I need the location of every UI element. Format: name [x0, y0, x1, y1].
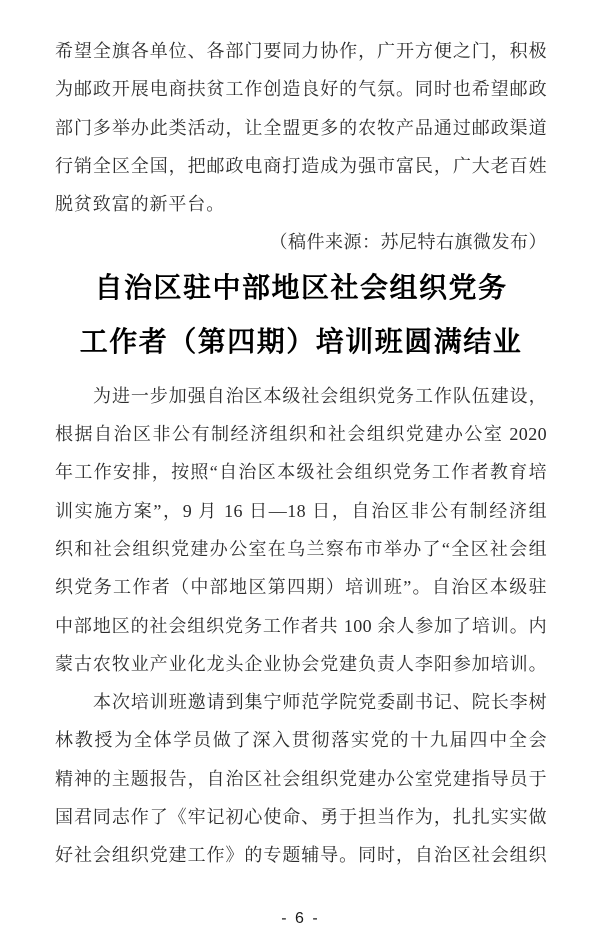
text-line: 好社会组织党建工作》的专题辅导。同时，自治区社会组织 [55, 845, 547, 866]
article-title-line-1: 自治区驻中部地区社会组织党务 [94, 272, 508, 304]
text-line: 织党务工作者（中部地区第四期）培训班”。自治区本级驻 [55, 577, 547, 598]
article-title [55, 262, 547, 370]
paragraph-postal-support [55, 32, 547, 223]
text-line: 中部地区的社会组织党务工作者共 100 余人参加了培训。内 [55, 615, 547, 636]
source-attribution: （稿件来源：苏尼特右旗微发布） [269, 232, 547, 253]
text-line: 部门多举办此类活动，让全盟更多的农牧产品通过邮政渠道 [55, 117, 547, 138]
text-line: 行销全区全国，把邮政电商打造成为强市富民，广大老百姓 [55, 155, 547, 176]
text-line: 国君同志作了《牢记初心使命、勇于担当作为，扎扎实实做 [55, 807, 547, 828]
article-title-line-2: 工作者（第四期）培训班圆满结业 [79, 326, 523, 358]
text-line: 织和社会组织党建办公室在乌兰察布市举办了“全区社会组 [55, 538, 547, 559]
text-line: 希望全旗各单位、各部门要同力协作，广开方便之门，积极 [55, 41, 547, 61]
text-line: 为进一步加强自治区本级社会组织党务工作队伍建设， [93, 385, 547, 406]
text-line: 本次培训班邀请到集宁师范学院党委副书记、院长李树 [93, 692, 547, 713]
text-line: 脱贫致富的新平台。 [55, 194, 226, 215]
paragraph-training-sessions [55, 683, 547, 874]
text-line: 为邮政开展电商扶贫工作创造良好的气氛。同时也希望邮政 [55, 79, 547, 100]
text-line: 训实施方案”，9 月 16 日—18 日，自治区非公有制经济组 [55, 500, 547, 521]
text-line: 年工作安排，按照“自治区本级社会组织党务工作者教育培 [55, 462, 547, 483]
text-line: 根据自治区非公有制经济组织和社会组织党建办公室 2020 [55, 424, 547, 445]
text-line: 蒙古农牧业产业化龙头企业协会党建负责人李阳参加培训。 [55, 653, 547, 674]
text-line: 精神的主题报告，自治区社会组织党建办公室党建指导员于 [55, 768, 547, 789]
paragraph-training-overview [55, 377, 547, 683]
text-line: 林教授为全体学员做了深入贯彻落实党的十九届四中全会 [55, 730, 547, 751]
page-number: - 6 - [281, 910, 320, 927]
